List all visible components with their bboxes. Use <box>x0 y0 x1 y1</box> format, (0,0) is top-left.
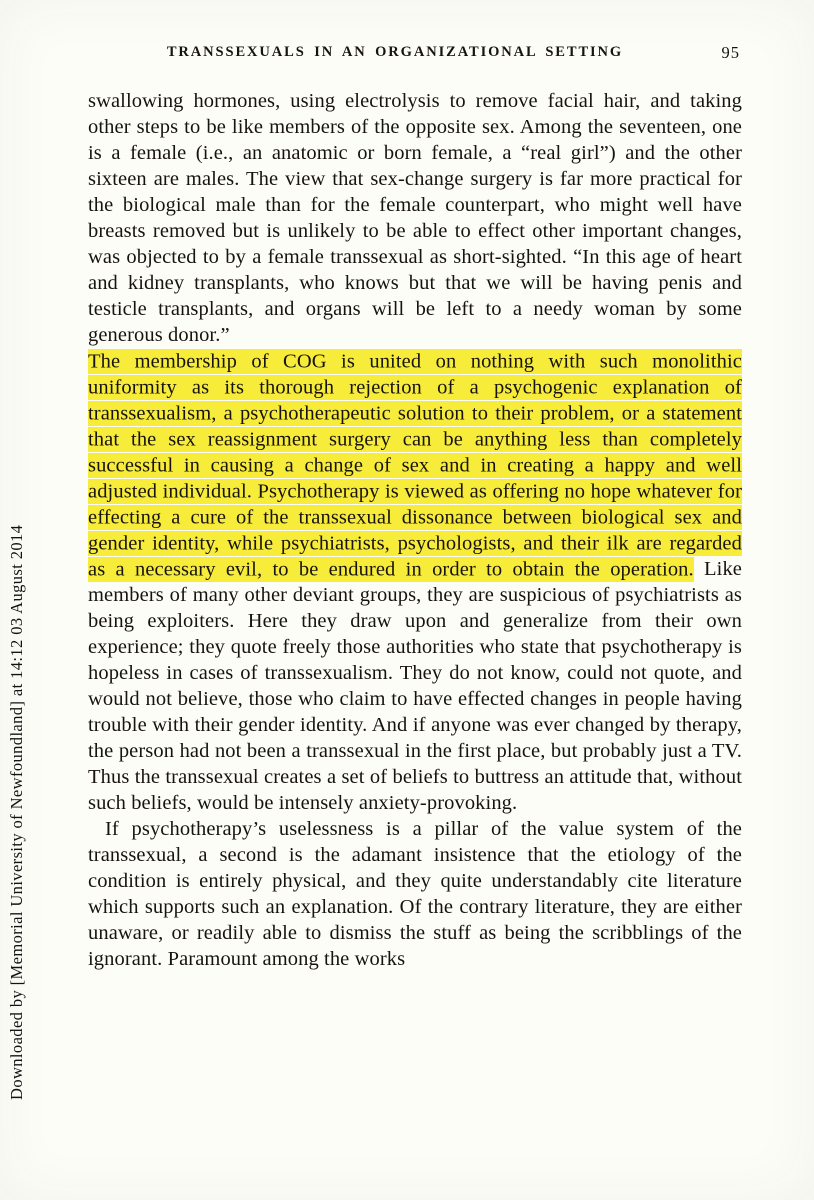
page-number: 95 <box>721 43 740 62</box>
paragraph-1-text: swallowing hormones, using electrolysis to remove facial hair, and taking other steps to be like members of the opposite sex. Among the seventeen, one is a female (i.e., an anatomic or born female, a “real girl”) and the other sixteen are males. The view that sex-change surgery is far more practical for the biological male than for the female counterpart, who might well have breasts removed but is unlikely to be able to effect other important changes, was objected to by a female transsexual as short-sighted. “In this age of heart and kidney transplants, who knows but that we will be having penis and testicle transplants, and organs will be left to a needy woman by some generous donor.” <box>88 90 742 346</box>
paragraph-3 <box>88 816 742 972</box>
running-title: TRANSSEXUALS IN AN ORGANIZATIONAL SETTING <box>166 44 624 60</box>
paragraph-2 <box>88 348 742 816</box>
paragraph-3-text: If psychotherapy’s uselessness is a pillar of the value system of the transsexual, a second is the adamant insistence that the etiology of the condition is entirely physical, and they quite understandably cite literature which supports such an explanation. Of the contrary literature, they are either unaware, or readily able to dismiss the stuff as being the scribblings of the ignorant. Paramount among the works <box>88 818 742 970</box>
download-watermark: Downloaded by [Memorial University of Newfoundland] at 14:12 03 August 2014 <box>7 524 26 1100</box>
page-header <box>88 44 742 68</box>
paragraph-1 <box>88 88 742 348</box>
body-text <box>88 88 742 972</box>
paragraph-2-continuation: Like members of many other deviant groups, they are suspicious of psychiatrists as being exploiters. Here they draw upon and generalize from their own experience; they quote freely those authorities who state that psychotherapy is hopeless in cases of transsexualism. They do not know, could not quote, and would not believe, those who claim to have effected changes in people having trouble with their gender identity. And if anyone was ever changed by therapy, the person had not been a transsexual in the first place, but probably just a TV. Thus the transsexual creates a set of beliefs to buttress an attitude that, without such beliefs, would be intensely anxiety-provoking. <box>88 558 742 814</box>
highlighted-passage: The membership of COG is united on nothing with such monolithic uniformity as its thorough rejection of a psychogenic explanation of transsexualism, a psychotherapeutic solution to their problem, or a statement that the sex reassignment surgery can be anything less than completely successful in causing a change of sex and in creating a happy and well adjusted individual. Psychotherapy is viewed as offering no hope whatever for effecting a cure of the transsexual dissonance between biological sex and gender identity, while psychiatrists, psychologists, and their ilk are regarded as a necessary evil, to be endured in order to obtain the operation. <box>88 350 742 580</box>
